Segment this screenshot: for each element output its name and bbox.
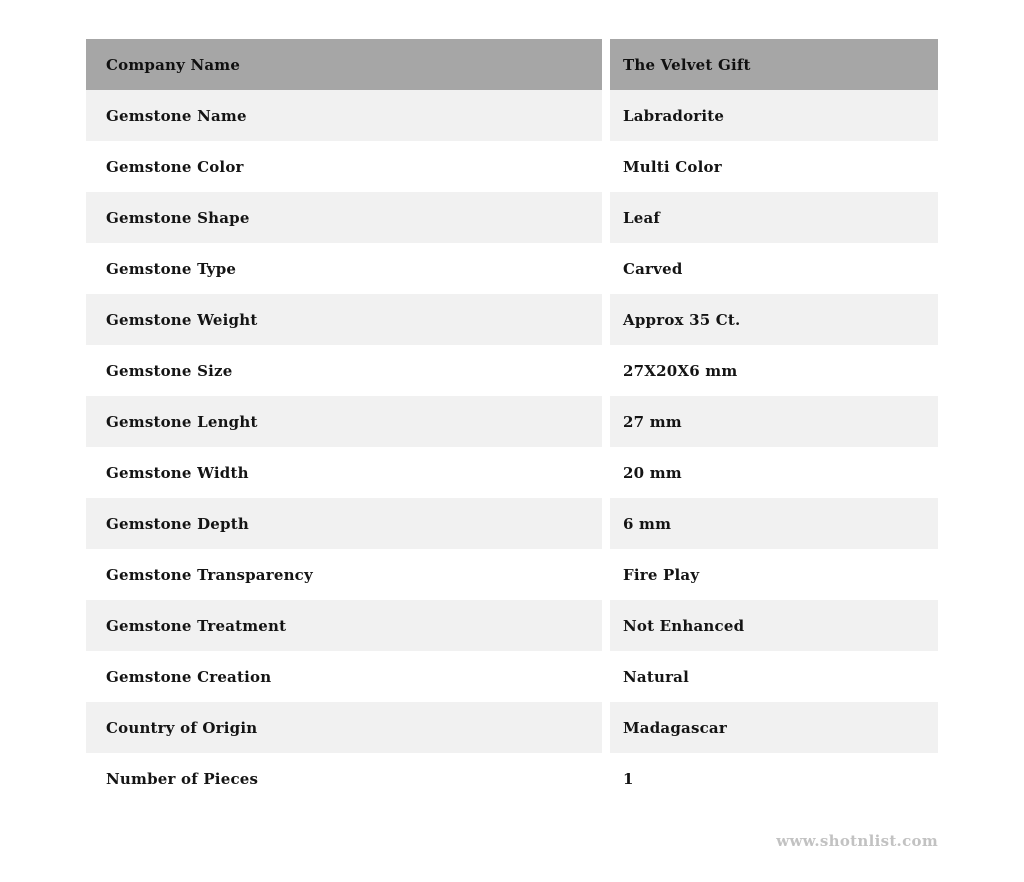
row-value: Leaf [610, 192, 938, 243]
row-label: Gemstone Weight [86, 294, 602, 345]
row-value: 1 [610, 753, 938, 804]
watermark-text: www.shotnlist.com [776, 832, 938, 850]
row-label: Gemstone Type [86, 243, 602, 294]
row-value: Carved [610, 243, 938, 294]
row-value: 6 mm [610, 498, 938, 549]
table-row [86, 345, 938, 396]
table-row [86, 141, 938, 192]
row-label: Gemstone Depth [86, 498, 602, 549]
table-row [86, 651, 938, 702]
table-row [86, 192, 938, 243]
row-label: Gemstone Creation [86, 651, 602, 702]
row-label: Gemstone Treatment [86, 600, 602, 651]
row-value: Labradorite [610, 90, 938, 141]
gemstone-spec-table [86, 39, 938, 804]
header-label-cell: Company Name [86, 39, 602, 90]
table-row [86, 243, 938, 294]
row-label: Country of Origin [86, 702, 602, 753]
table-row [86, 600, 938, 651]
table-row [86, 702, 938, 753]
table-row [86, 396, 938, 447]
table-row [86, 549, 938, 600]
header-value-cell: The Velvet Gift [610, 39, 938, 90]
row-value: Madagascar [610, 702, 938, 753]
row-value: 27 mm [610, 396, 938, 447]
row-label: Number of Pieces [86, 753, 602, 804]
table-body [86, 90, 938, 804]
row-label: Gemstone Shape [86, 192, 602, 243]
row-label: Gemstone Transparency [86, 549, 602, 600]
row-value: 27X20X6 mm [610, 345, 938, 396]
row-label: Gemstone Width [86, 447, 602, 498]
table-row [86, 447, 938, 498]
row-value: Approx 35 Ct. [610, 294, 938, 345]
row-value: Fire Play [610, 549, 938, 600]
row-label: Gemstone Color [86, 141, 602, 192]
table-row [86, 753, 938, 804]
table-row [86, 294, 938, 345]
row-label: Gemstone Size [86, 345, 602, 396]
row-label: Gemstone Lenght [86, 396, 602, 447]
row-value: Not Enhanced [610, 600, 938, 651]
table-row [86, 90, 938, 141]
table-row [86, 498, 938, 549]
row-label: Gemstone Name [86, 90, 602, 141]
table-header-row [86, 39, 938, 90]
row-value: 20 mm [610, 447, 938, 498]
row-value: Multi Color [610, 141, 938, 192]
row-value: Natural [610, 651, 938, 702]
